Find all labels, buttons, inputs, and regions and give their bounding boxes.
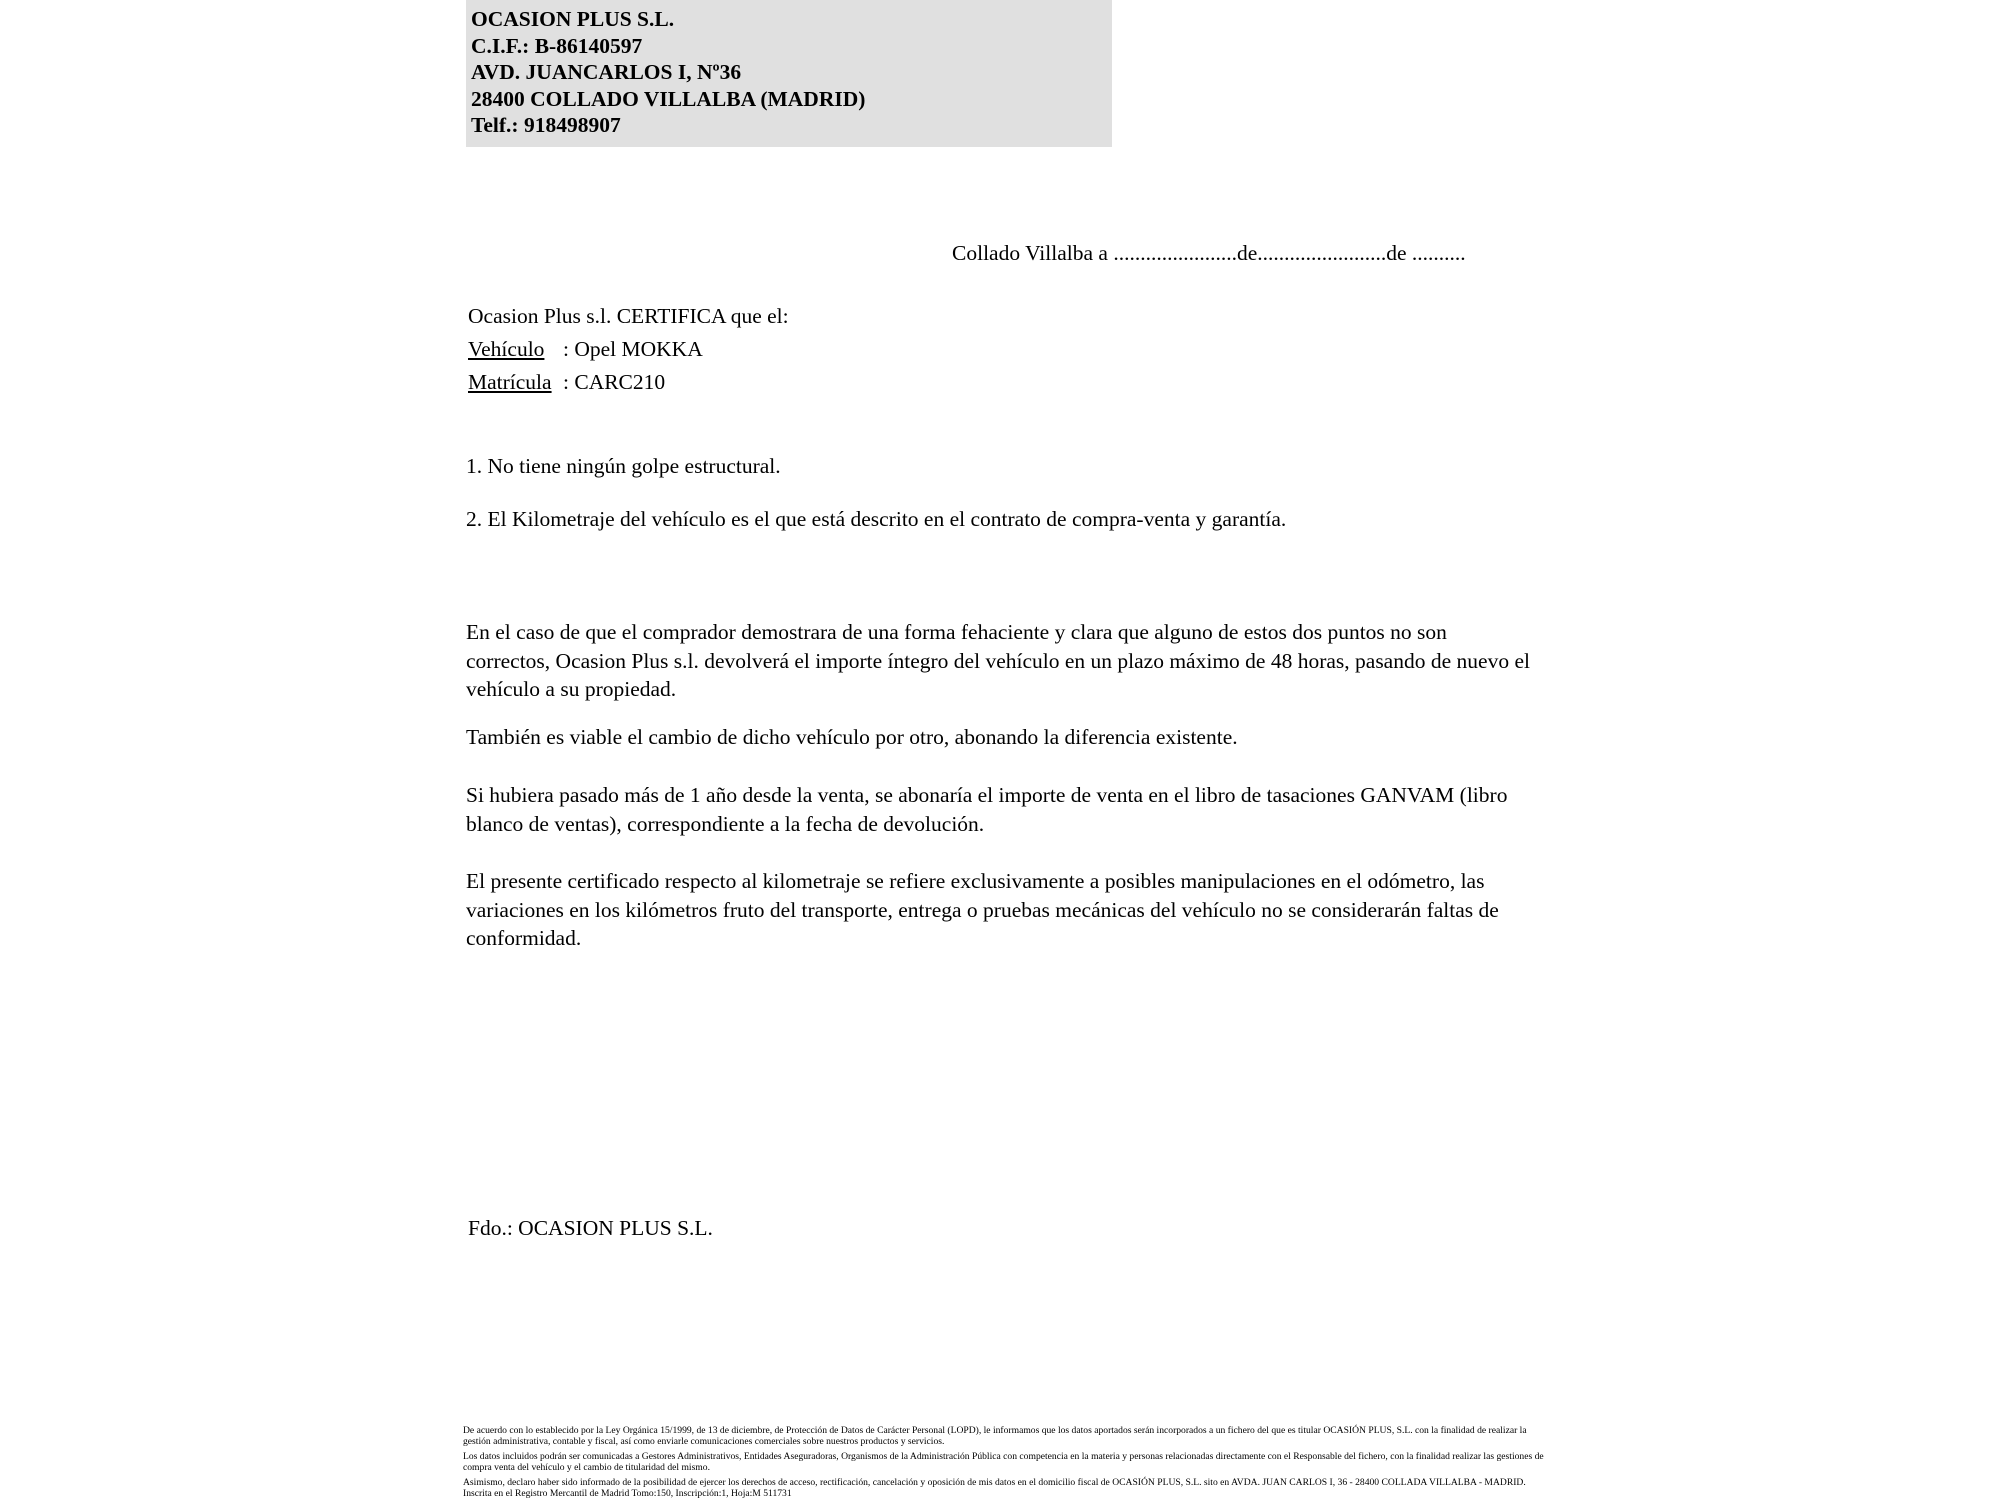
plate-value: : CARC210: [563, 370, 666, 394]
legal-paragraph-1: De acuerdo con lo establecido por la Ley Orgánica 15/1999, de 13 de diciembre, de Protección de Datos de Carácter Personal (LOPD), le informamos que los datos aportados serán incorporados a un fichero del que es titular OCASIÓN PLUS, S.L. con la finalidad de realizar la gestión administrativa, contable y fiscal, así como enviarle comunicaciones comerciales sobre nuestros productos y servicios.: [463, 1425, 1527, 1448]
certification-block: [468, 300, 789, 399]
company-city: 28400 COLLADO VILLALBA (MADRID): [471, 86, 866, 111]
point-1: 1. No tiene ningún golpe estructural.: [466, 454, 781, 478]
company-phone: Telf.: 918498907: [471, 113, 621, 137]
vehicle-value: : Opel MOKKA: [563, 337, 703, 361]
date-line: Collado Villalba a .......................de........................de ..........: [952, 241, 1466, 265]
paragraph-refund: En el caso de que el comprador demostrara de una forma fehaciente y clara que alguno de estos dos puntos no son correctos, Ocasion Plus s.l. devolverá el importe íntegro del vehículo en un plazo máximo de 48 horas, pasando de nuevo el vehículo a su propiedad.: [466, 620, 1530, 701]
plate-label: Matrícula: [468, 370, 552, 394]
paragraph-odometer: El presente certificado respecto al kilometraje se refiere exclusivamente a posibles manipulaciones en el odómetro, las variaciones en los kilómetros fruto del transporte, entrega o pruebas mecánicas del vehículo no se considerarán faltas de conformidad.: [466, 869, 1499, 950]
vehicle-row: [468, 333, 789, 366]
legal-footer: [463, 1425, 1553, 1499]
signature-line: Fdo.: OCASION PLUS S.L.: [468, 1216, 713, 1240]
company-address: AVD. JUANCARLOS I, Nº36: [471, 60, 742, 84]
legal-paragraph-3: Asimismo, declaro haber sido informado de la posibilidad de ejercer los derechos de acceso, rectificación, cancelación y oposición de mis datos en el domicilio fiscal de OCASIÓN PLUS, S.L. sito en AVDA. JUAN CARLOS I, 36 - 28400 COLLADA VILLALBA - MADRID. Inscrita en el Registro Mercantil de Madrid Tomo:150, Inscripción:1, Hoja:M 511731: [463, 1476, 1526, 1500]
certification-intro: Ocasion Plus s.l. CERTIFICA que el:: [468, 304, 789, 328]
vehicle-label: Vehículo: [468, 337, 545, 361]
plate-row: [468, 366, 789, 399]
paragraph-exchange: También es viable el cambio de dicho vehículo por otro, abonando la diferencia existente.: [466, 725, 1238, 749]
point-2: 2. El Kilometraje del vehículo es el que está descrito en el contrato de compra-venta y garantía.: [466, 507, 1287, 531]
legal-paragraph-2: Los datos incluidos podrán ser comunicadas a Gestores Administrativos, Entidades Aseguradoras, Organismos de la Administración Pública con competencia en la materia y personas relacionadas directamente con el Responsable del fichero, con la finalidad realizar las gestiones de compra venta del vehículo y el cambio de titularidad del mismo.: [463, 1450, 1544, 1474]
company-name: OCASION PLUS S.L.: [471, 7, 675, 31]
company-cif: C.I.F.: B-86140597: [471, 33, 643, 58]
paragraph-ganvam: Si hubiera pasado más de 1 año desde la venta, se abonaría el importe de venta en el libro de tasaciones GANVAM (libro blanco de ventas), correspondiente a la fecha de devolución.: [466, 783, 1508, 836]
letterhead-block: [466, 0, 1112, 147]
